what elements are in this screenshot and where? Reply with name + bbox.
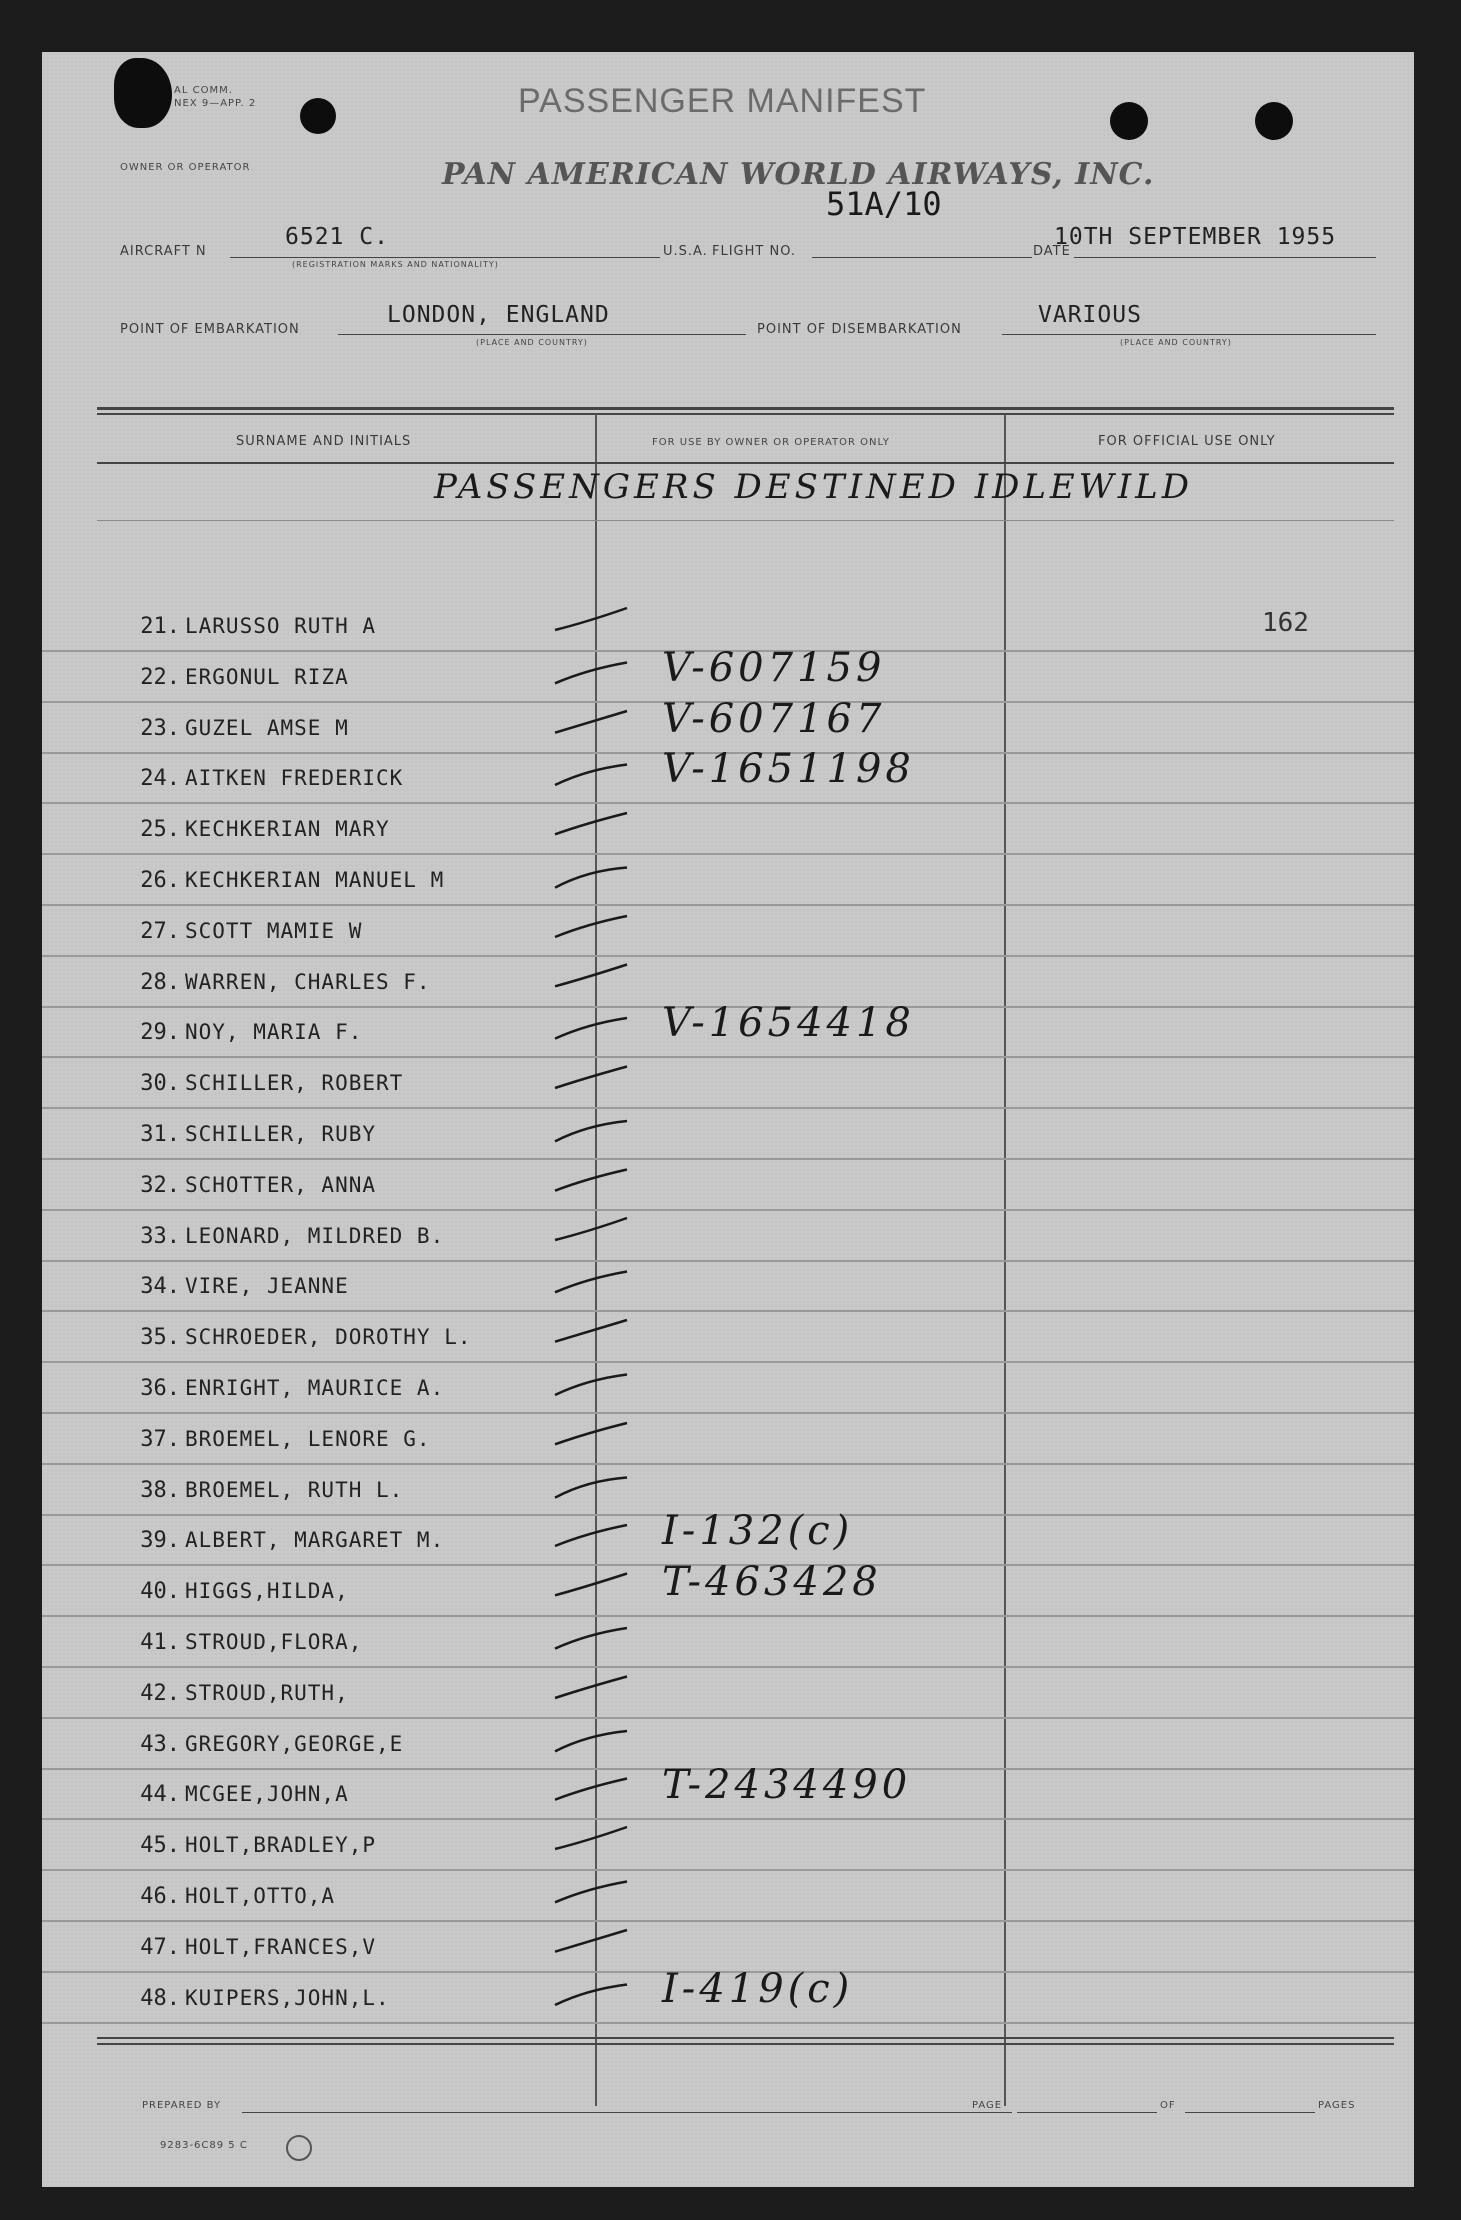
check-mark-icon bbox=[547, 702, 657, 752]
passenger-number: 22. bbox=[140, 664, 180, 690]
check-mark-icon bbox=[547, 1108, 657, 1158]
passenger-number: 21. bbox=[140, 614, 180, 639]
disembark-caption: (PLACE AND COUNTRY) bbox=[1120, 338, 1232, 347]
document-number: V-607167 bbox=[662, 695, 886, 742]
punch-hole-right-1 bbox=[1110, 102, 1148, 140]
flight-underline bbox=[812, 257, 1032, 258]
passenger-name: HIGGS,HILDA, bbox=[185, 1579, 349, 1604]
passenger-name: SCHILLER, ROBERT bbox=[185, 1071, 404, 1096]
date-label: DATE bbox=[1033, 244, 1071, 259]
table-row bbox=[42, 1559, 1414, 1617]
flight-value: 51A/10 bbox=[826, 185, 942, 223]
passenger-name: KUIPERS,JOHN,L. bbox=[185, 1985, 390, 2010]
table-row bbox=[42, 1870, 1414, 1922]
document-number: V-607159 bbox=[662, 644, 886, 691]
passenger-name: ERGONUL RIZA bbox=[185, 664, 349, 689]
form-code-line1: AL COMM. bbox=[174, 85, 233, 96]
passenger-number: 26. bbox=[140, 868, 180, 893]
check-mark-icon bbox=[547, 1311, 657, 1361]
usa-label: U.S.A. bbox=[663, 244, 708, 259]
table-row bbox=[42, 1362, 1414, 1414]
passenger-name: ENRIGHT, MAURICE A. bbox=[185, 1376, 445, 1400]
passenger-number: 33. bbox=[140, 1223, 180, 1249]
union-bug-icon bbox=[286, 2135, 312, 2161]
page-title: PASSENGER MANIFEST bbox=[518, 82, 927, 120]
table-row bbox=[42, 905, 1414, 957]
passenger-name: SCHROEDER, DOROTHY L. bbox=[185, 1325, 472, 1350]
passenger-number: 39. bbox=[140, 1528, 180, 1554]
of-label: OF bbox=[1160, 2100, 1176, 2111]
check-mark-icon bbox=[547, 1616, 657, 1666]
punch-hole-left bbox=[300, 98, 336, 134]
document-number: V-1654418 bbox=[662, 1000, 915, 1047]
embark-value: LONDON, ENGLAND bbox=[387, 302, 610, 328]
passenger-name: BROEMEL, LENORE G. bbox=[185, 1426, 431, 1451]
check-mark-icon bbox=[547, 803, 657, 853]
check-mark-icon bbox=[547, 1464, 657, 1514]
of-underline bbox=[1185, 2112, 1315, 2113]
passenger-name: BROEMEL, RUTH L. bbox=[185, 1477, 404, 1502]
check-mark-icon bbox=[547, 1159, 657, 1209]
operator-name: PAN AMERICAN WORLD AIRWAYS, INC. bbox=[442, 157, 1155, 192]
passenger-name: HOLT,OTTO,A bbox=[185, 1884, 336, 1908]
passenger-number: 31. bbox=[140, 1122, 180, 1147]
passenger-number: 44. bbox=[140, 1782, 180, 1808]
embark-label: POINT OF EMBARKATION bbox=[120, 322, 300, 337]
note-rule bbox=[97, 520, 1394, 521]
table-top-rule-2 bbox=[97, 413, 1394, 415]
passenger-number: 48. bbox=[140, 1985, 180, 2011]
table-row bbox=[42, 1311, 1414, 1363]
table-row bbox=[42, 1616, 1414, 1668]
table-row bbox=[42, 1819, 1414, 1871]
disembark-value: VARIOUS bbox=[1038, 302, 1142, 328]
punch-hole-right-2 bbox=[1255, 102, 1293, 140]
date-underline bbox=[1074, 257, 1376, 258]
passenger-number: 37. bbox=[140, 1426, 180, 1452]
owner-label: OWNER OR OPERATOR bbox=[120, 162, 251, 173]
check-mark-icon bbox=[547, 1006, 657, 1056]
table-row bbox=[42, 746, 1414, 804]
passenger-number: 28. bbox=[140, 969, 180, 995]
table-row bbox=[42, 1965, 1414, 2024]
passenger-number: 40. bbox=[140, 1579, 180, 1605]
passenger-number: 42. bbox=[140, 1680, 180, 1706]
passenger-name: LARUSSO RUTH A bbox=[185, 614, 377, 638]
passenger-name: SCHILLER, RUBY bbox=[185, 1122, 377, 1146]
table-bottom-rule bbox=[97, 2037, 1394, 2039]
passenger-number: 47. bbox=[140, 1934, 180, 1960]
check-mark-icon bbox=[547, 1718, 657, 1768]
passenger-name: HOLT,BRADLEY,P bbox=[185, 1833, 377, 1858]
flight-label: FLIGHT NO. bbox=[712, 244, 797, 259]
passenger-name: NOY, MARIA F. bbox=[185, 1020, 363, 1045]
check-mark-icon bbox=[547, 1921, 657, 1971]
passenger-name: VIRE, JEANNE bbox=[185, 1274, 349, 1299]
passenger-number: 43. bbox=[140, 1731, 180, 1757]
check-mark-icon bbox=[547, 905, 657, 955]
official-use-value: 162 bbox=[1262, 608, 1309, 638]
check-mark-icon bbox=[547, 1362, 657, 1412]
document-number: T-463428 bbox=[662, 1559, 882, 1606]
passenger-name: ALBERT, MARGARET M. bbox=[185, 1528, 445, 1553]
date-value: 10TH SEPTEMBER 1955 bbox=[1054, 224, 1337, 250]
passenger-number: 45. bbox=[140, 1833, 180, 1859]
aircraft-underline bbox=[230, 257, 660, 258]
form-code-line2: NEX 9—APP. 2 bbox=[174, 98, 257, 109]
check-mark-icon bbox=[547, 1819, 657, 1869]
table-row bbox=[42, 1000, 1414, 1058]
header-bottom-rule bbox=[97, 462, 1394, 464]
passenger-name: SCOTT MAMIE W bbox=[185, 918, 363, 943]
passenger-number: 46. bbox=[140, 1884, 180, 1909]
passenger-number: 35. bbox=[140, 1325, 180, 1351]
passenger-number: 30. bbox=[140, 1071, 180, 1097]
check-mark-icon bbox=[547, 1057, 657, 1107]
passenger-number: 27. bbox=[140, 918, 180, 944]
table-top-rule bbox=[97, 407, 1394, 410]
check-mark-icon bbox=[547, 1565, 657, 1615]
passenger-number: 41. bbox=[140, 1630, 180, 1655]
disembark-label: POINT OF DISEMBARKATION bbox=[757, 322, 962, 337]
passenger-number: 29. bbox=[140, 1020, 180, 1046]
check-mark-icon bbox=[547, 1260, 657, 1310]
passenger-name: LEONARD, MILDRED B. bbox=[185, 1223, 445, 1248]
disembark-underline bbox=[1002, 334, 1376, 335]
passenger-name: MCGEE,JOHN,A bbox=[185, 1782, 349, 1807]
torn-corner bbox=[114, 58, 172, 128]
document-number: I-132(c) bbox=[662, 1508, 854, 1555]
check-mark-icon bbox=[547, 1413, 657, 1463]
page-label: PAGE bbox=[972, 2100, 1003, 2111]
passenger-name: GREGORY,GEORGE,E bbox=[185, 1731, 404, 1756]
table-row bbox=[42, 854, 1414, 906]
check-mark-icon bbox=[547, 752, 657, 802]
check-mark-icon bbox=[547, 854, 657, 904]
prepared-by-label: PREPARED BY bbox=[142, 2100, 222, 2111]
embark-caption: (PLACE AND COUNTRY) bbox=[476, 338, 588, 347]
table-row bbox=[42, 1260, 1414, 1312]
table-bottom-rule-2 bbox=[97, 2043, 1394, 2045]
passenger-name: WARREN, CHARLES F. bbox=[185, 969, 431, 994]
handwritten-destination-note: PASSENGERS DESTINED IDLEWILD bbox=[434, 467, 1193, 507]
table-row bbox=[42, 1762, 1414, 1820]
passenger-number: 32. bbox=[140, 1172, 180, 1198]
check-mark-icon bbox=[547, 1210, 657, 1260]
registration-caption: (REGISTRATION MARKS AND NATIONALITY) bbox=[292, 260, 499, 269]
passenger-name: STROUD,FLORA, bbox=[185, 1630, 363, 1654]
passenger-number: 24. bbox=[140, 766, 180, 792]
document-number: T-2434490 bbox=[662, 1762, 912, 1809]
table-row bbox=[42, 1667, 1414, 1719]
form-number: 9283-6C89 5 C bbox=[160, 2140, 248, 2151]
col-header-owner: FOR USE BY OWNER OR OPERATOR ONLY bbox=[652, 437, 890, 448]
check-mark-icon bbox=[547, 1667, 657, 1717]
passenger-name: GUZEL AMSE M bbox=[185, 715, 349, 740]
passenger-number: 38. bbox=[140, 1477, 180, 1503]
pages-label: PAGES bbox=[1318, 2100, 1356, 2111]
table-row bbox=[42, 1159, 1414, 1211]
passenger-number: 34. bbox=[140, 1274, 180, 1300]
prepared-underline bbox=[242, 2112, 1012, 2113]
aircraft-value: 6521 C. bbox=[285, 224, 389, 250]
aircraft-label: AIRCRAFT N bbox=[120, 244, 207, 259]
passenger-name: KECHKERIAN MARY bbox=[185, 817, 390, 842]
document-number: V-1651198 bbox=[662, 746, 915, 793]
table-row bbox=[42, 1108, 1414, 1160]
check-mark-icon bbox=[547, 600, 657, 650]
col-header-surname: SURNAME AND INITIALS bbox=[236, 434, 412, 449]
passenger-name: STROUD,RUTH, bbox=[185, 1680, 349, 1705]
check-mark-icon bbox=[547, 651, 657, 701]
check-mark-icon bbox=[547, 1870, 657, 1920]
passenger-name: KECHKERIAN MANUEL M bbox=[185, 868, 445, 892]
passenger-number: 25. bbox=[140, 817, 180, 843]
table-row bbox=[42, 1057, 1414, 1109]
col-header-official: FOR OFFICIAL USE ONLY bbox=[1098, 434, 1276, 449]
document-number: I-419(c) bbox=[662, 1965, 854, 2012]
table-row bbox=[42, 1413, 1414, 1465]
passenger-name: HOLT,FRANCES,V bbox=[185, 1934, 377, 1959]
page-underline bbox=[1017, 2112, 1157, 2113]
table-row bbox=[42, 803, 1414, 855]
table-row bbox=[42, 1210, 1414, 1262]
passenger-number: 36. bbox=[140, 1376, 180, 1401]
embark-underline bbox=[338, 334, 746, 335]
manifest-sheet bbox=[42, 52, 1414, 2187]
check-mark-icon bbox=[547, 1514, 657, 1564]
passenger-number: 23. bbox=[140, 715, 180, 741]
passenger-name: SCHOTTER, ANNA bbox=[185, 1172, 377, 1197]
check-mark-icon bbox=[547, 1972, 657, 2022]
passenger-name: AITKEN FREDERICK bbox=[185, 766, 404, 791]
check-mark-icon bbox=[547, 956, 657, 1006]
check-mark-icon bbox=[547, 1768, 657, 1818]
